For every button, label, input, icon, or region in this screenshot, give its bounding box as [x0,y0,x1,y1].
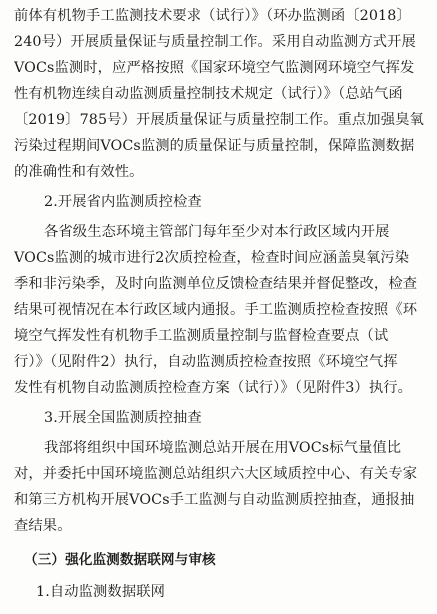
section-heading-data-networking-review: （三）强化监测数据联网与审核 [24,552,216,568]
paragraph-2-line-5: 境空气挥发性有机物手工监测质量控制与监督检查要点（试 [14,328,389,344]
heading-national-qc-spot-check: 3.开展全国监测质控抽查 [44,410,202,426]
paragraph-1-line-5: 〔2019〕785号）开展质量保证与质量控制工作。重点加强臭氧 [14,112,424,128]
paragraph-1-line-3: VOCs监测时，应严格按照《国家环境空气监测网环境空气挥发 [14,60,415,76]
paragraph-3-line-4: 查结果。 [14,518,72,534]
paragraph-3-line-1: 我部将组织中国环境监测总站开展在用VOCs标气量值比 [44,440,402,456]
paragraph-2-line-4: 结果可视情况在本行政区域内通报。手工监测质控检查按照《环 [14,302,418,318]
paragraph-2-line-2: VOCs监测的城市进行2次质控检查，检查时间应涵盖臭氧污染 [14,250,410,266]
paragraph-1-line-1: 前体有机物手工监测技术要求（试行）》（环办监测函〔2018〕 [14,8,411,24]
paragraph-3-line-2: 对，并委托中国环境监测总站组织六大区域质控中心、有关专家 [14,466,418,482]
paragraph-1-line-4: 性有机物连续自动监测质量控制技术规定（试行）》（总站气函 [14,86,403,102]
paragraph-2-line-7: 发性有机物自动监测质控检查方案（试行）》（见附件3）执行。 [14,380,413,396]
paragraph-1-line-2: 240号）开展质量保证与质量控制工作。采用自动监测方式开展 [14,34,416,50]
paragraph-1-line-7: 的准确性和有效性。 [14,164,144,180]
paragraph-2-line-6: 行）》（见附件2）执行，自动监测质控检查按照《环境空气挥 [14,354,398,370]
paragraph-2-line-3: 季和非污染季，及时向监测单位反馈检查结果并督促整改，检查 [14,276,418,292]
paragraph-1-line-6: 污染过程期间VOCs监测的质量保证与质量控制，保障监测数据 [14,138,415,154]
heading-provincial-qc-check: 2.开展省内监测质控检查 [44,194,202,210]
paragraph-3-line-3: 和第三方机构开展VOCs手工监测与自动监测质控抽查，通报抽 [14,492,415,508]
paragraph-2-line-1: 各省级生态环境主管部门每年至少对本行政区域内开展 [44,224,390,240]
heading-automatic-monitoring-networking: 1.自动监测数据联网 [36,584,166,600]
